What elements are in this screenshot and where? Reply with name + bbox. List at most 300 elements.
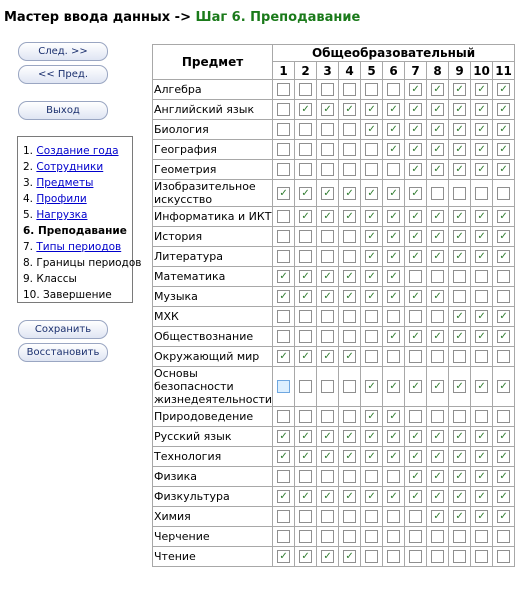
grade-checkbox[interactable] [277, 270, 290, 283]
grade-checkbox[interactable] [453, 187, 466, 200]
grade-checkbox[interactable] [321, 187, 334, 200]
grade-checkbox[interactable] [299, 410, 312, 423]
grade-checkbox[interactable] [453, 410, 466, 423]
grade-checkbox[interactable] [431, 380, 444, 393]
grade-checkbox[interactable] [475, 380, 488, 393]
grade-checkbox[interactable] [343, 143, 356, 156]
grade-checkbox[interactable] [277, 230, 290, 243]
checkbox-cell [295, 100, 317, 120]
grade-checkbox[interactable] [497, 143, 510, 156]
grade-checkbox[interactable] [365, 490, 378, 503]
grade-checkbox[interactable] [431, 310, 444, 323]
grade-checkbox[interactable] [497, 450, 510, 463]
grade-checkbox[interactable] [277, 83, 290, 96]
grade-checkbox[interactable] [497, 530, 510, 543]
grade-checkbox[interactable] [475, 83, 488, 96]
grade-checkbox[interactable] [343, 330, 356, 343]
grade-checkbox[interactable] [299, 163, 312, 176]
grade-checkbox[interactable] [365, 250, 378, 263]
grade-checkbox[interactable] [431, 83, 444, 96]
wizard-step-6 [23, 223, 132, 239]
grade-checkbox[interactable] [299, 380, 312, 393]
grade-checkbox[interactable] [409, 470, 422, 483]
grade-checkbox[interactable] [321, 380, 334, 393]
grade-checkbox[interactable] [299, 470, 312, 483]
grade-checkbox[interactable] [497, 123, 510, 136]
checkbox-cell [361, 100, 383, 120]
grade-checkbox[interactable] [321, 143, 334, 156]
grade-checkbox[interactable] [277, 410, 290, 423]
grade-checkbox[interactable] [475, 103, 488, 116]
grade-checkbox[interactable] [475, 230, 488, 243]
wizard-step-link[interactable]: Типы периодов [36, 241, 122, 253]
grade-checkbox[interactable] [365, 163, 378, 176]
grade-checkbox[interactable] [409, 103, 422, 116]
grade-checkbox[interactable] [475, 210, 488, 223]
wizard-step-link[interactable]: Нагрузка [36, 209, 88, 221]
checkbox-cell [339, 407, 361, 427]
checkbox-cell [295, 527, 317, 547]
wizard-step-3[interactable] [23, 175, 132, 191]
grade-checkbox[interactable] [453, 490, 466, 503]
grade-checkbox[interactable] [453, 350, 466, 363]
grade-checkbox[interactable] [409, 350, 422, 363]
grade-checkbox[interactable] [409, 270, 422, 283]
grade-checkbox[interactable] [387, 490, 400, 503]
grade-checkbox[interactable] [497, 350, 510, 363]
grade-checkbox[interactable] [321, 230, 334, 243]
grade-checkbox[interactable] [277, 350, 290, 363]
grade-checkbox[interactable] [497, 270, 510, 283]
grade-checkbox[interactable] [453, 550, 466, 563]
grade-checkbox[interactable] [475, 450, 488, 463]
exit-button[interactable]: Выход [18, 101, 108, 120]
grade-checkbox[interactable] [343, 380, 356, 393]
subject-name: МХК [153, 307, 273, 327]
grade-checkbox[interactable] [475, 187, 488, 200]
grade-checkbox[interactable] [475, 550, 488, 563]
grade-checkbox[interactable] [409, 530, 422, 543]
grade-checkbox[interactable] [277, 103, 290, 116]
grade-checkbox[interactable] [277, 450, 290, 463]
grade-checkbox[interactable] [431, 330, 444, 343]
grade-checkbox[interactable] [387, 380, 400, 393]
grade-checkbox[interactable] [409, 450, 422, 463]
grade-checkbox[interactable] [343, 350, 356, 363]
grade-checkbox[interactable] [453, 330, 466, 343]
grade-checkbox[interactable] [409, 330, 422, 343]
wizard-step-7[interactable] [23, 239, 132, 255]
grade-checkbox[interactable] [277, 163, 290, 176]
grade-checkbox[interactable] [365, 143, 378, 156]
wizard-step-link[interactable]: Профили [36, 193, 87, 205]
grade-checkbox[interactable] [299, 103, 312, 116]
grade-checkbox[interactable] [387, 290, 400, 303]
checkbox-cell [361, 467, 383, 487]
grade-checkbox[interactable] [497, 290, 510, 303]
grade-checkbox[interactable] [453, 143, 466, 156]
checkbox-cell [317, 100, 339, 120]
grade-checkbox[interactable] [387, 103, 400, 116]
grade-checkbox[interactable] [365, 430, 378, 443]
grade-checkbox[interactable] [497, 230, 510, 243]
grade-checkbox[interactable] [387, 187, 400, 200]
grade-checkbox[interactable] [365, 310, 378, 323]
grade-checkbox[interactable] [409, 163, 422, 176]
grade-checkbox[interactable] [453, 530, 466, 543]
grade-checkbox[interactable] [343, 103, 356, 116]
grade-checkbox[interactable] [321, 103, 334, 116]
grade-checkbox[interactable] [365, 450, 378, 463]
grade-checkbox[interactable] [475, 410, 488, 423]
wizard-step-link[interactable]: Предметы [36, 177, 94, 189]
grade-checkbox[interactable] [365, 470, 378, 483]
grade-checkbox[interactable] [475, 310, 488, 323]
grade-checkbox[interactable] [497, 510, 510, 523]
grade-checkbox[interactable] [299, 430, 312, 443]
grade-checkbox[interactable] [299, 143, 312, 156]
wizard-step-2[interactable] [23, 159, 132, 175]
grade-checkbox[interactable] [453, 103, 466, 116]
grade-checkbox[interactable] [387, 530, 400, 543]
grade-checkbox[interactable] [497, 430, 510, 443]
grade-checkbox[interactable] [475, 250, 488, 263]
grade-checkbox[interactable] [431, 187, 444, 200]
grade-checkbox[interactable] [277, 210, 290, 223]
grade-checkbox[interactable] [387, 410, 400, 423]
grade-checkbox[interactable] [387, 350, 400, 363]
grade-checkbox[interactable] [365, 530, 378, 543]
checkbox-cell [449, 180, 471, 207]
grade-checkbox[interactable] [475, 123, 488, 136]
next-button[interactable]: След. >> [18, 42, 108, 61]
grade-checkbox[interactable] [387, 210, 400, 223]
grade-checkbox[interactable] [343, 410, 356, 423]
grade-checkbox[interactable] [365, 187, 378, 200]
grade-checkbox[interactable] [409, 310, 422, 323]
grade-checkbox[interactable] [299, 83, 312, 96]
grade-checkbox[interactable] [321, 290, 334, 303]
grade-checkbox[interactable] [321, 210, 334, 223]
grade-checkbox[interactable] [453, 450, 466, 463]
grade-checkbox[interactable] [453, 380, 466, 393]
grade-checkbox[interactable] [431, 490, 444, 503]
checkbox-cell [295, 407, 317, 427]
save-button[interactable]: Сохранить [18, 320, 108, 339]
wizard-step-1[interactable] [23, 143, 132, 159]
grade-checkbox[interactable] [387, 470, 400, 483]
grade-checkbox[interactable] [343, 270, 356, 283]
checkbox-cell [449, 80, 471, 100]
grade-checkbox[interactable] [431, 123, 444, 136]
grade-checkbox[interactable] [453, 250, 466, 263]
grade-checkbox[interactable] [365, 410, 378, 423]
grade-checkbox[interactable] [365, 270, 378, 283]
grade-checkbox[interactable] [321, 410, 334, 423]
grade-header: 10 [471, 62, 493, 80]
grade-checkbox[interactable] [277, 330, 290, 343]
grade-checkbox[interactable] [365, 380, 378, 393]
subject-name: Природоведение [153, 407, 273, 427]
grade-checkbox[interactable] [343, 83, 356, 96]
grade-checkbox[interactable] [343, 450, 356, 463]
grade-checkbox[interactable] [343, 210, 356, 223]
grade-checkbox[interactable] [497, 410, 510, 423]
grade-checkbox[interactable] [387, 510, 400, 523]
checkbox-cell [317, 180, 339, 207]
grade-checkbox[interactable] [387, 123, 400, 136]
grade-checkbox[interactable] [321, 470, 334, 483]
grade-checkbox[interactable] [453, 470, 466, 483]
grade-checkbox[interactable] [321, 510, 334, 523]
grade-checkbox[interactable] [409, 550, 422, 563]
grade-checkbox[interactable] [387, 450, 400, 463]
grade-checkbox[interactable] [277, 470, 290, 483]
grade-checkbox[interactable] [409, 380, 422, 393]
grade-checkbox[interactable] [475, 143, 488, 156]
grade-checkbox[interactable] [343, 250, 356, 263]
grade-checkbox[interactable] [453, 270, 466, 283]
grade-checkbox[interactable] [321, 350, 334, 363]
checkbox-cell [295, 447, 317, 467]
grade-checkbox[interactable] [277, 550, 290, 563]
grade-checkbox[interactable] [497, 550, 510, 563]
grade-checkbox[interactable] [365, 350, 378, 363]
grade-checkbox[interactable] [321, 123, 334, 136]
grade-checkbox[interactable] [497, 490, 510, 503]
grade-checkbox[interactable] [431, 250, 444, 263]
wizard-step-link[interactable]: Создание года [36, 145, 119, 157]
grade-checkbox[interactable] [299, 350, 312, 363]
grade-checkbox[interactable] [409, 290, 422, 303]
grade-checkbox[interactable] [387, 230, 400, 243]
grade-checkbox[interactable] [321, 330, 334, 343]
grade-checkbox[interactable] [277, 290, 290, 303]
grade-checkbox[interactable] [453, 430, 466, 443]
grade-checkbox[interactable] [453, 310, 466, 323]
grade-checkbox[interactable] [387, 310, 400, 323]
grade-checkbox[interactable] [387, 550, 400, 563]
grade-checkbox[interactable] [409, 210, 422, 223]
grade-checkbox[interactable] [343, 123, 356, 136]
grade-checkbox[interactable] [321, 530, 334, 543]
grade-checkbox[interactable] [321, 83, 334, 96]
grade-checkbox[interactable] [497, 380, 510, 393]
grade-checkbox[interactable] [431, 230, 444, 243]
grade-checkbox[interactable] [365, 103, 378, 116]
grade-checkbox[interactable] [343, 490, 356, 503]
prev-button[interactable]: << Пред. [18, 65, 108, 84]
grade-checkbox[interactable] [431, 103, 444, 116]
grade-checkbox[interactable] [365, 230, 378, 243]
grade-checkbox[interactable] [453, 210, 466, 223]
grade-checkbox[interactable] [431, 530, 444, 543]
grade-checkbox[interactable] [453, 83, 466, 96]
grade-checkbox[interactable] [277, 490, 290, 503]
grade-checkbox[interactable] [299, 123, 312, 136]
grade-checkbox[interactable] [409, 410, 422, 423]
grade-checkbox[interactable] [277, 187, 290, 200]
grade-checkbox[interactable] [497, 250, 510, 263]
grade-checkbox[interactable] [277, 530, 290, 543]
subject-name: Информатика и ИКТ [153, 207, 273, 227]
grade-checkbox[interactable] [299, 550, 312, 563]
grade-checkbox[interactable] [409, 230, 422, 243]
grade-checkbox[interactable] [497, 103, 510, 116]
grade-checkbox[interactable] [365, 550, 378, 563]
grade-checkbox[interactable] [497, 310, 510, 323]
grade-checkbox[interactable] [431, 143, 444, 156]
grade-checkbox[interactable] [277, 430, 290, 443]
subject-name: История [153, 227, 273, 247]
grade-checkbox[interactable] [453, 290, 466, 303]
grade-checkbox[interactable] [497, 83, 510, 96]
grade-checkbox[interactable] [387, 163, 400, 176]
grade-checkbox[interactable] [431, 550, 444, 563]
grade-checkbox[interactable] [299, 270, 312, 283]
grade-checkbox[interactable] [299, 530, 312, 543]
grade-checkbox[interactable] [431, 350, 444, 363]
wizard-step-link[interactable]: Сотрудники [36, 161, 104, 173]
checkbox-cell [405, 140, 427, 160]
grade-checkbox[interactable] [277, 380, 290, 393]
grade-checkbox[interactable] [453, 163, 466, 176]
grade-checkbox[interactable] [365, 290, 378, 303]
grade-checkbox[interactable] [277, 310, 290, 323]
grade-checkbox[interactable] [409, 83, 422, 96]
grade-checkbox[interactable] [321, 550, 334, 563]
grade-checkbox[interactable] [387, 430, 400, 443]
checkbox-cell [339, 100, 361, 120]
grade-checkbox[interactable] [365, 510, 378, 523]
grade-checkbox[interactable] [321, 450, 334, 463]
grade-checkbox[interactable] [343, 530, 356, 543]
grade-checkbox[interactable] [343, 430, 356, 443]
grade-checkbox[interactable] [365, 83, 378, 96]
checkbox-cell [273, 120, 295, 140]
grade-checkbox[interactable] [343, 290, 356, 303]
grade-checkbox[interactable] [343, 470, 356, 483]
grade-checkbox[interactable] [497, 187, 510, 200]
grade-checkbox[interactable] [365, 210, 378, 223]
grade-checkbox[interactable] [431, 210, 444, 223]
grade-checkbox[interactable] [343, 510, 356, 523]
grade-checkbox[interactable] [497, 163, 510, 176]
grade-checkbox[interactable] [299, 450, 312, 463]
checkbox-cell [427, 140, 449, 160]
grade-checkbox[interactable] [431, 410, 444, 423]
grade-checkbox[interactable] [453, 510, 466, 523]
grade-checkbox[interactable] [299, 510, 312, 523]
checkbox-cell [295, 207, 317, 227]
grade-checkbox[interactable] [299, 310, 312, 323]
grade-checkbox[interactable] [343, 550, 356, 563]
grade-checkbox[interactable] [321, 430, 334, 443]
grade-checkbox[interactable] [343, 163, 356, 176]
grade-checkbox[interactable] [497, 470, 510, 483]
checkbox-cell [317, 467, 339, 487]
grade-checkbox[interactable] [453, 123, 466, 136]
grade-checkbox[interactable] [321, 163, 334, 176]
grade-checkbox[interactable] [409, 143, 422, 156]
grade-checkbox[interactable] [387, 250, 400, 263]
wizard-step-4[interactable] [23, 191, 132, 207]
grade-checkbox[interactable] [475, 350, 488, 363]
grade-checkbox[interactable] [475, 470, 488, 483]
grade-checkbox[interactable] [497, 330, 510, 343]
grade-checkbox[interactable] [475, 490, 488, 503]
grade-checkbox[interactable] [343, 310, 356, 323]
grade-checkbox[interactable] [431, 163, 444, 176]
grade-checkbox[interactable] [387, 143, 400, 156]
grade-checkbox[interactable] [431, 270, 444, 283]
grade-checkbox[interactable] [299, 187, 312, 200]
grade-checkbox[interactable] [387, 83, 400, 96]
grade-checkbox[interactable] [475, 530, 488, 543]
grade-checkbox[interactable] [409, 490, 422, 503]
grade-checkbox[interactable] [387, 330, 400, 343]
grade-checkbox[interactable] [277, 510, 290, 523]
grade-checkbox[interactable] [299, 290, 312, 303]
grade-checkbox[interactable] [431, 450, 444, 463]
grade-checkbox[interactable] [475, 510, 488, 523]
grade-checkbox[interactable] [299, 210, 312, 223]
grade-checkbox[interactable] [365, 123, 378, 136]
checkbox-cell [295, 507, 317, 527]
grade-checkbox[interactable] [299, 490, 312, 503]
grade-checkbox[interactable] [475, 270, 488, 283]
grade-checkbox[interactable] [321, 310, 334, 323]
wizard-step-5[interactable] [23, 207, 132, 223]
grade-checkbox[interactable] [409, 430, 422, 443]
grade-checkbox[interactable] [343, 187, 356, 200]
grade-checkbox[interactable] [453, 230, 466, 243]
grade-checkbox[interactable] [409, 187, 422, 200]
grade-checkbox[interactable] [475, 330, 488, 343]
grade-checkbox[interactable] [387, 270, 400, 283]
wizard-step-10 [23, 287, 132, 303]
grade-checkbox[interactable] [409, 250, 422, 263]
grade-checkbox[interactable] [497, 210, 510, 223]
grade-checkbox[interactable] [431, 290, 444, 303]
subject-name: Музыка [153, 287, 273, 307]
checkbox-cell [427, 120, 449, 140]
grade-checkbox[interactable] [409, 510, 422, 523]
grade-checkbox[interactable] [431, 470, 444, 483]
grade-checkbox[interactable] [321, 270, 334, 283]
grade-checkbox[interactable] [321, 250, 334, 263]
grade-checkbox[interactable] [277, 123, 290, 136]
grade-checkbox[interactable] [299, 250, 312, 263]
grade-checkbox[interactable] [431, 510, 444, 523]
grade-checkbox[interactable] [431, 430, 444, 443]
grade-checkbox[interactable] [321, 490, 334, 503]
grade-checkbox[interactable] [277, 250, 290, 263]
checkbox-cell [317, 120, 339, 140]
wizard-step-9 [23, 271, 132, 287]
grade-checkbox[interactable] [365, 330, 378, 343]
grade-checkbox[interactable] [343, 230, 356, 243]
checkbox-cell [405, 407, 427, 427]
grade-checkbox[interactable] [475, 430, 488, 443]
grade-checkbox[interactable] [299, 330, 312, 343]
restore-button[interactable]: Восстановить [18, 343, 108, 362]
grade-checkbox[interactable] [475, 290, 488, 303]
grade-checkbox[interactable] [299, 230, 312, 243]
grade-checkbox[interactable] [475, 163, 488, 176]
grade-checkbox[interactable] [277, 143, 290, 156]
grade-checkbox[interactable] [409, 123, 422, 136]
